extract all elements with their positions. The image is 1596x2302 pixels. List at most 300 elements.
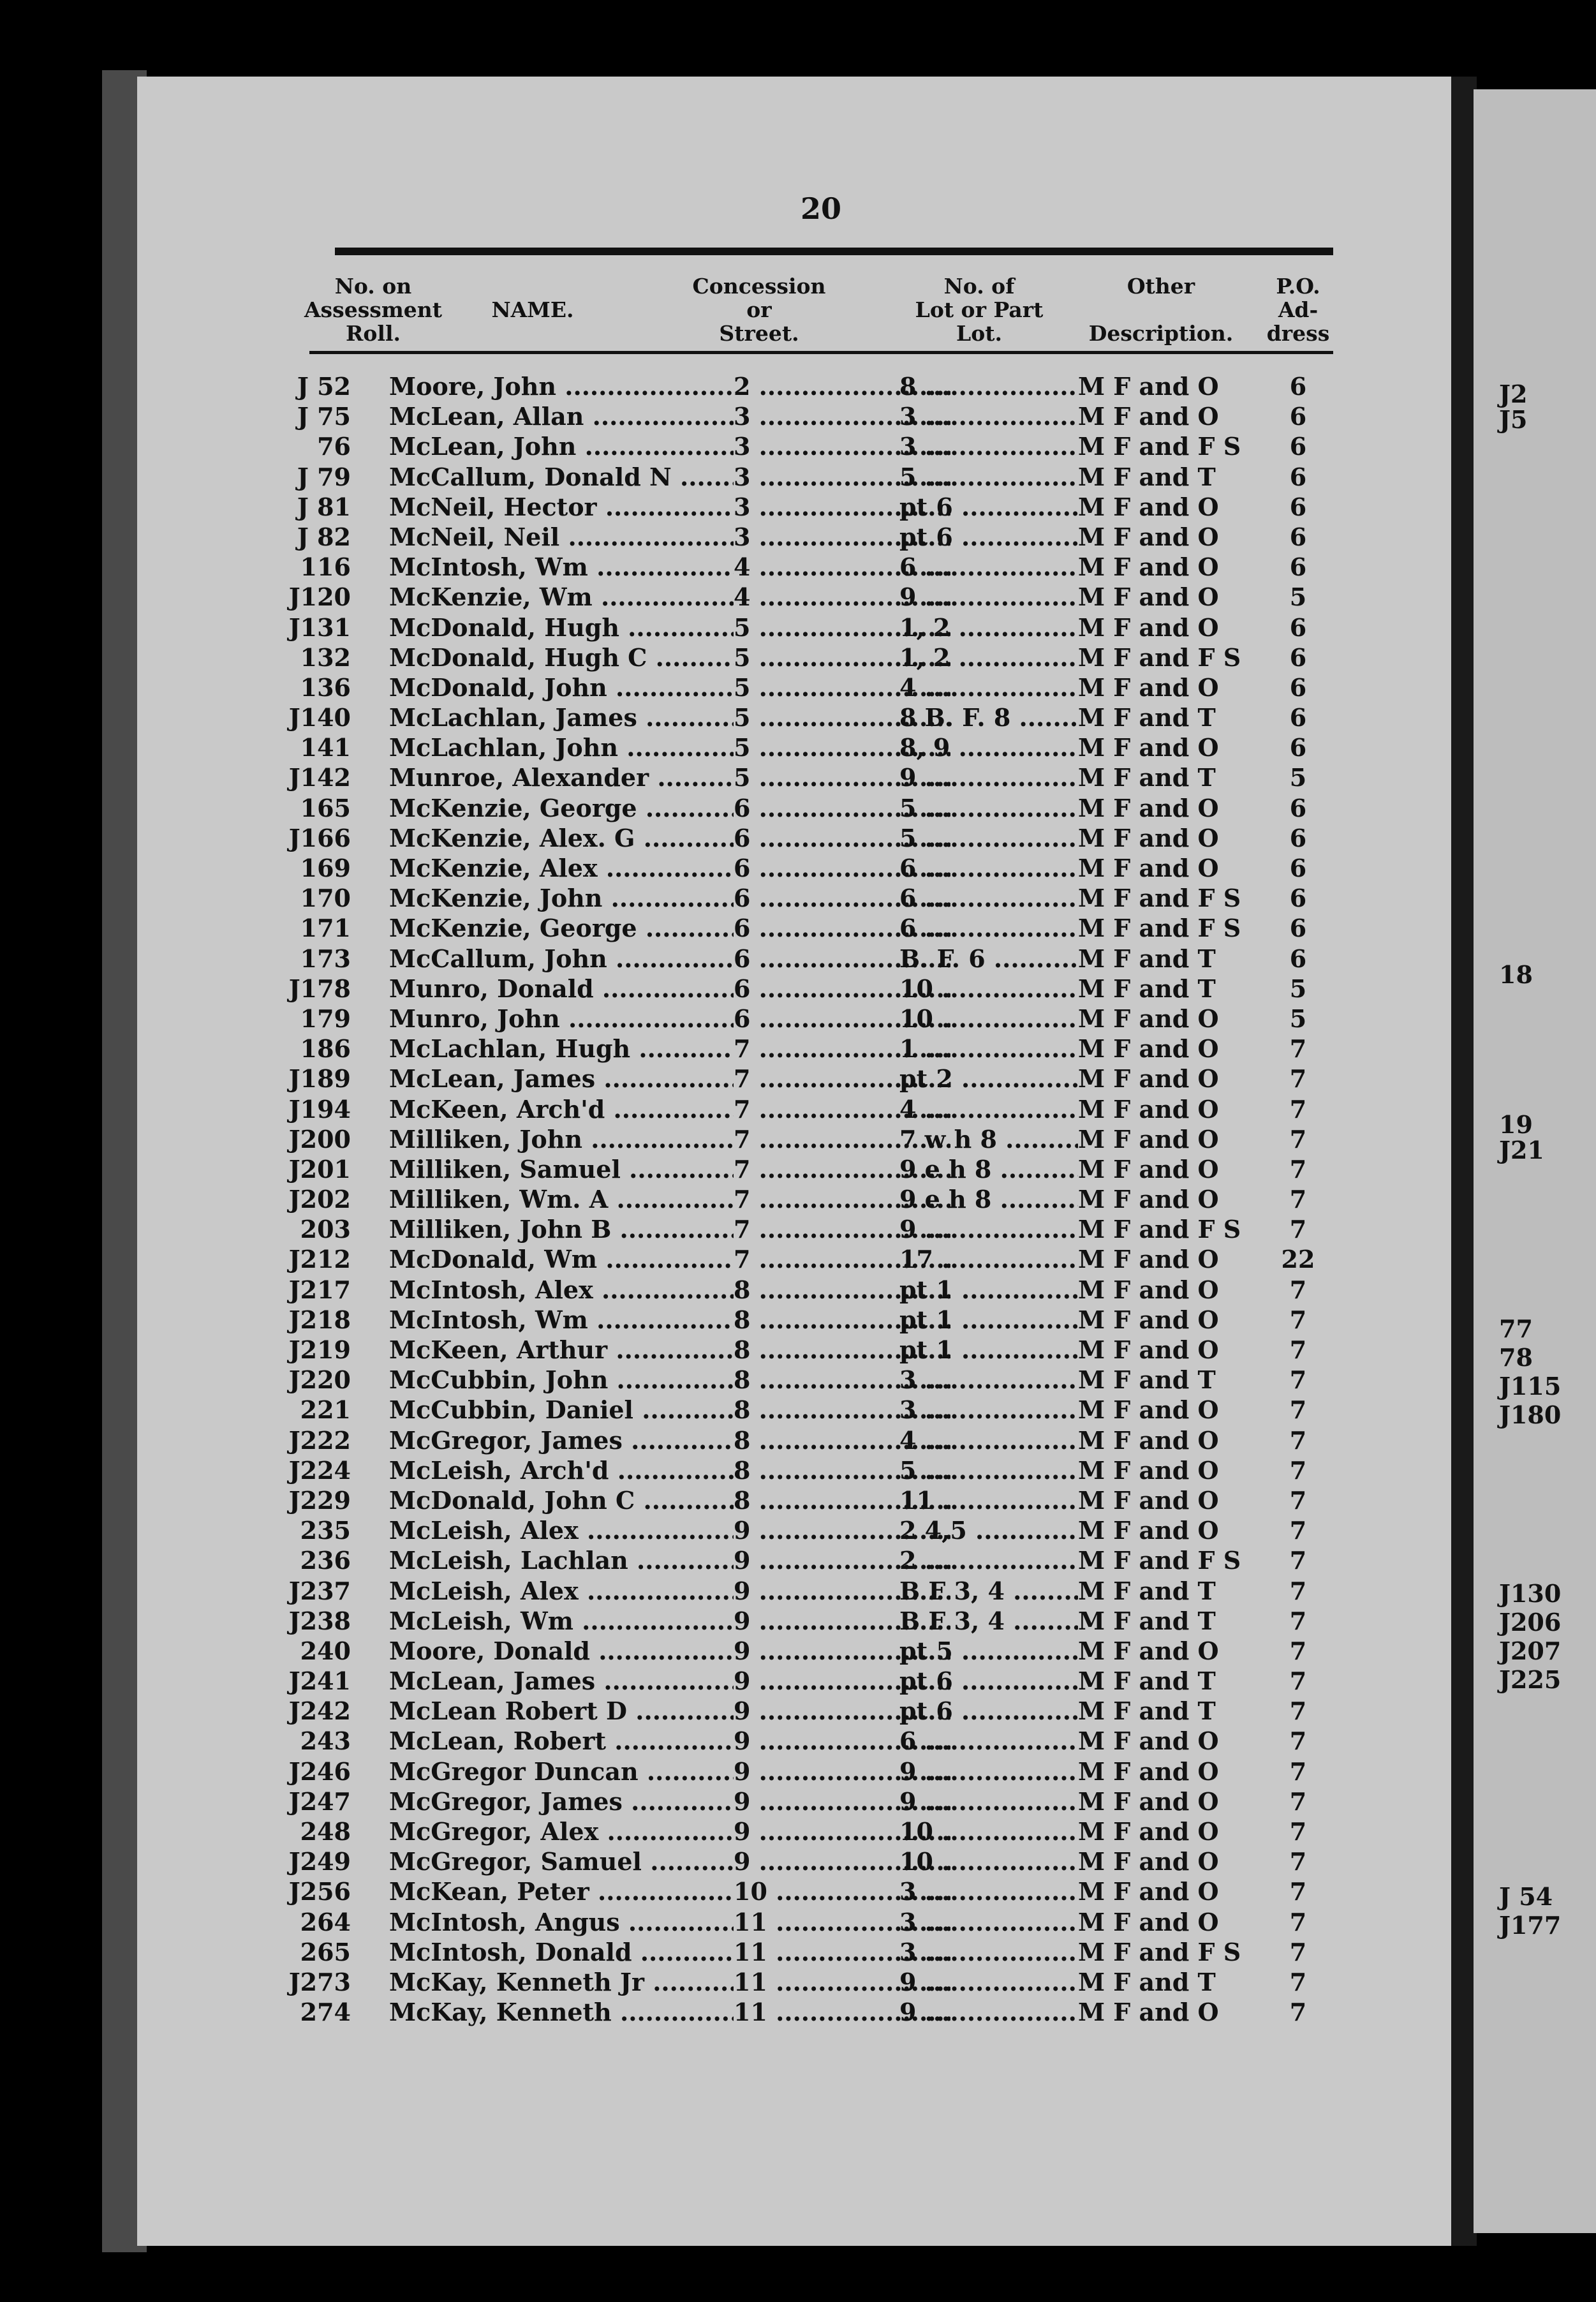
lot-number: 1, 2 ..... [899, 642, 1078, 672]
owner-name: Munro, Donald ..... [389, 974, 734, 1004]
table-row [0, 1094, 1340, 1124]
owner-name: Munroe, Alexander ..... [389, 762, 734, 792]
owner-name: Munro, John ..... [389, 1004, 734, 1034]
other-description: M F and O [1078, 1034, 1263, 1064]
roll-number: 236 [300, 1546, 351, 1575]
lot-number: pt 6 ..... [899, 1666, 1078, 1696]
po-address: 6 [1289, 733, 1307, 762]
concession: 5 ..... [734, 613, 950, 642]
owner-name: McLeish, Alex ..... [389, 1576, 734, 1606]
concession: 9 ..... [734, 1666, 950, 1696]
owner-name: Moore, John ..... [389, 371, 734, 401]
owner-name: McLean, James ..... [389, 1666, 734, 1696]
table-row [0, 853, 1340, 883]
owner-name: McKeen, Arthur ..... [389, 1335, 734, 1365]
po-address: 7 [1289, 1365, 1307, 1395]
other-description: M F and O [1078, 582, 1263, 612]
table-row [0, 1666, 1340, 1696]
other-description: M F and T [1078, 462, 1263, 492]
roll-number: J166 [288, 823, 351, 852]
table-row [0, 642, 1340, 672]
owner-name: McKay, Kenneth ..... [389, 1997, 734, 2027]
lot-number: pt 2 ..... [899, 1064, 1078, 1094]
table-row [0, 492, 1340, 522]
owner-name: McKenzie, Alex. G ..... [389, 823, 734, 853]
concession: 9 ..... [734, 1696, 950, 1726]
owner-name: McDonald, John C ..... [389, 1485, 734, 1515]
table-row [0, 1395, 1340, 1425]
lot-number: 10 ..... [899, 1846, 1078, 1876]
po-address: 6 [1289, 944, 1307, 973]
table-row [0, 582, 1340, 612]
concession: 11 ..... [734, 1997, 950, 2027]
po-address: 7 [1289, 1034, 1307, 1064]
roll-number: J189 [288, 1064, 351, 1094]
roll-number: J219 [288, 1335, 351, 1364]
owner-name: McKenzie, John ..... [389, 883, 734, 913]
po-address: 7 [1289, 1455, 1307, 1485]
roll-number: J237 [288, 1576, 351, 1605]
fragment-text: 77 [1499, 1314, 1533, 1343]
fragment-text: J207 [1499, 1637, 1562, 1665]
roll-number: 116 [300, 553, 351, 582]
fragment-text: J 54 [1499, 1882, 1553, 1911]
fragment-text: J177 [1499, 1911, 1562, 1940]
lot-number: 3 ..... [899, 1937, 1078, 1967]
po-address: 7 [1289, 1275, 1307, 1304]
table-row [0, 974, 1340, 1004]
table-row [0, 462, 1340, 492]
roll-number: J120 [288, 583, 351, 612]
table-row [0, 1335, 1340, 1365]
header-rule-bottom [309, 351, 1333, 354]
po-address: 6 [1289, 372, 1307, 401]
po-address: 6 [1289, 854, 1307, 882]
other-description: M F and O [1078, 1004, 1263, 1034]
lot-number: 11 ..... [899, 1485, 1078, 1515]
po-address: 7 [1289, 1124, 1307, 1154]
lot-number: 10 ..... [899, 974, 1078, 1004]
roll-number: J 81 [297, 492, 351, 521]
other-description: M F and O [1078, 1997, 1263, 2027]
concession: 4 ..... [734, 552, 950, 582]
other-description: M F and T [1078, 1666, 1263, 1696]
table-row [0, 823, 1340, 853]
owner-name: McLeish, Alex ..... [389, 1515, 734, 1545]
roll-number: 169 [300, 854, 351, 882]
concession: 7 ..... [734, 1154, 950, 1184]
owner-name: McKenzie, Alex ..... [389, 853, 734, 883]
table-row [0, 1004, 1340, 1034]
table-row [0, 1214, 1340, 1244]
header-name: NAME. [491, 297, 574, 322]
other-description: M F and O [1078, 1876, 1263, 1906]
table-row [0, 1124, 1340, 1154]
header-description: Other Description. [1088, 274, 1234, 346]
concession: 5 ..... [734, 642, 950, 672]
other-description: M F and T [1078, 702, 1263, 732]
po-address: 7 [1289, 1847, 1307, 1876]
lot-number: B. F. 6 ..... [899, 944, 1078, 974]
concession: 10 ..... [734, 1876, 950, 1906]
po-address: 6 [1289, 642, 1307, 672]
concession: 8 ..... [734, 1455, 950, 1485]
po-address: 7 [1289, 1937, 1307, 1966]
owner-name: Milliken, John ..... [389, 1124, 734, 1154]
po-address: 6 [1289, 553, 1307, 582]
roll-number: 248 [300, 1817, 351, 1846]
table-row [0, 1937, 1340, 1967]
table-row [0, 732, 1340, 762]
po-address: 6 [1289, 402, 1307, 431]
owner-name: McLeish, Lachlan ..... [389, 1545, 734, 1575]
owner-name: McLachlan, Hugh ..... [389, 1034, 734, 1064]
po-address: 7 [1289, 1907, 1307, 1936]
po-address: 7 [1289, 1967, 1307, 1996]
owner-name: McCallum, John ..... [389, 944, 734, 974]
owner-name: McGregor, James ..... [389, 1786, 734, 1816]
table-row [0, 1244, 1340, 1274]
fragment-text: J206 [1499, 1608, 1562, 1637]
po-address: 7 [1289, 1215, 1307, 1244]
concession: 9 ..... [734, 1606, 950, 1636]
table-row [0, 552, 1340, 582]
lot-number: 9 ..... [899, 1967, 1078, 1997]
roll-number: J 52 [297, 372, 351, 401]
other-description: M F and O [1078, 1786, 1263, 1816]
fragment-text: J180 [1499, 1400, 1562, 1429]
table-row [0, 672, 1340, 702]
concession: 6 ..... [734, 823, 950, 853]
concession: 6 ..... [734, 944, 950, 974]
lot-number: 7 w h 8 ..... [899, 1124, 1078, 1154]
roll-number: 265 [300, 1937, 351, 1966]
table-row [0, 1726, 1340, 1756]
table-row [0, 431, 1340, 461]
other-description: M F and O [1078, 732, 1263, 762]
roll-number: J241 [288, 1667, 351, 1696]
table-row [0, 762, 1340, 792]
roll-number: 171 [300, 914, 351, 943]
owner-name: McKenzie, George ..... [389, 793, 734, 823]
header-roll: No. on Assessment Roll. [304, 274, 443, 346]
owner-name: McGregor, Alex ..... [389, 1816, 734, 1846]
lot-number: 6 ..... [899, 853, 1078, 883]
roll-number: J140 [288, 703, 351, 732]
po-address: 7 [1289, 1546, 1307, 1575]
roll-number: J131 [288, 613, 351, 642]
concession: 2 ..... [734, 371, 950, 401]
roll-number: 186 [300, 1034, 351, 1064]
concession: 3 ..... [734, 401, 950, 431]
other-description: M F and T [1078, 1365, 1263, 1395]
concession: 5 ..... [734, 762, 950, 792]
concession: 11 ..... [734, 1907, 950, 1937]
table-row [0, 401, 1340, 431]
other-description: M F and O [1078, 1907, 1263, 1937]
concession: 9 ..... [734, 1545, 950, 1575]
other-description: M F and O [1078, 1485, 1263, 1515]
po-address: 6 [1289, 462, 1307, 491]
owner-name: McCubbin, John ..... [389, 1365, 734, 1395]
table-row [0, 702, 1340, 732]
concession: 9 ..... [734, 1576, 950, 1606]
owner-name: McIntosh, Wm ..... [389, 552, 734, 582]
roll-number: J212 [288, 1245, 351, 1274]
other-description: M F and O [1078, 522, 1263, 552]
lot-number: 1, 2 ..... [899, 613, 1078, 642]
roll-number: 170 [300, 884, 351, 913]
roll-number: 235 [300, 1516, 351, 1545]
lot-number: pt 1 ..... [899, 1335, 1078, 1365]
table-row [0, 793, 1340, 823]
lot-number: B F 3, 4 ..... [899, 1576, 1078, 1606]
other-description: M F and F S [1078, 642, 1263, 672]
other-description: M F and T [1078, 944, 1263, 974]
concession: 3 ..... [734, 492, 950, 522]
concession: 6 ..... [734, 883, 950, 913]
owner-name: McDonald, Hugh C ..... [389, 642, 734, 672]
concession: 5 ..... [734, 672, 950, 702]
concession: 9 ..... [734, 1515, 950, 1545]
owner-name: Moore, Donald ..... [389, 1636, 734, 1666]
owner-name: McKenzie, George ..... [389, 913, 734, 943]
roll-number: 221 [300, 1395, 351, 1425]
roll-number: J242 [288, 1697, 351, 1726]
other-description: M F and F S [1078, 913, 1263, 943]
table-row [0, 1425, 1340, 1455]
concession: 3 ..... [734, 431, 950, 461]
other-description: M F and O [1078, 1515, 1263, 1545]
lot-number: 6 ..... [899, 913, 1078, 943]
lot-number: pt 1 ..... [899, 1275, 1078, 1305]
roll-number: 179 [300, 1004, 351, 1033]
other-description: M F and O [1078, 492, 1263, 522]
roll-number: J178 [288, 974, 351, 1003]
concession: 6 ..... [734, 793, 950, 823]
other-description: M F and O [1078, 1395, 1263, 1425]
table-row [0, 1455, 1340, 1485]
roll-number: J 79 [297, 462, 351, 491]
roll-number: J 75 [297, 402, 351, 431]
table-row [0, 1907, 1340, 1937]
owner-name: McDonald, John ..... [389, 672, 734, 702]
po-address: 6 [1289, 432, 1307, 461]
concession: 7 ..... [734, 1124, 950, 1154]
owner-name: McLachlan, James ..... [389, 702, 734, 732]
owner-name: McLean, James ..... [389, 1064, 734, 1094]
roll-number: 240 [300, 1636, 351, 1665]
other-description: M F and O [1078, 1636, 1263, 1666]
lot-number: 8 ..... [899, 371, 1078, 401]
other-description: M F and O [1078, 1846, 1263, 1876]
other-description: M F and T [1078, 762, 1263, 792]
concession: 8 ..... [734, 1275, 950, 1305]
table-row [0, 1275, 1340, 1305]
lot-number: B F 3, 4 ..... [899, 1606, 1078, 1636]
lot-number: 10 ..... [899, 1816, 1078, 1846]
concession: 6 ..... [734, 913, 950, 943]
other-description: M F and O [1078, 1305, 1263, 1335]
table-row [0, 371, 1340, 401]
concession: 7 ..... [734, 1214, 950, 1244]
concession: 7 ..... [734, 1094, 950, 1124]
po-address: 7 [1289, 1185, 1307, 1214]
po-address: 7 [1289, 1425, 1307, 1455]
roll-number: J224 [288, 1455, 351, 1485]
page-number: 20 [801, 191, 842, 226]
table-row [0, 522, 1340, 552]
other-description: M F and F S [1078, 883, 1263, 913]
concession: 3 ..... [734, 522, 950, 552]
table-row [0, 1756, 1340, 1786]
lot-number: 2 ..... [899, 1545, 1078, 1575]
table-row [0, 1967, 1340, 1997]
roll-number: J217 [288, 1275, 351, 1304]
concession: 11 ..... [734, 1937, 950, 1967]
roll-number: J229 [288, 1485, 351, 1515]
po-address: 5 [1289, 1004, 1307, 1033]
lot-number: 2 4,5 ..... [899, 1515, 1078, 1545]
owner-name: McIntosh, Angus ..... [389, 1907, 734, 1937]
lot-number: 9 e h 8 ..... [899, 1154, 1078, 1184]
lot-number: pt 1 ..... [899, 1305, 1078, 1335]
lot-number: 9 e h 8 ..... [899, 1184, 1078, 1214]
po-address: 6 [1289, 793, 1307, 822]
lot-number: 4 ..... [899, 672, 1078, 702]
roll-number: 173 [300, 944, 351, 973]
po-address: 7 [1289, 1094, 1307, 1124]
po-address: 7 [1289, 1576, 1307, 1605]
po-address: 6 [1289, 672, 1307, 702]
po-address: 7 [1289, 1305, 1307, 1334]
other-description: M F and O [1078, 1064, 1263, 1094]
other-description: M F and O [1078, 613, 1263, 642]
po-address: 6 [1289, 914, 1307, 943]
other-description: M F and O [1078, 552, 1263, 582]
po-address: 7 [1289, 1606, 1307, 1635]
po-address: 6 [1289, 884, 1307, 913]
table-row [0, 1997, 1340, 2027]
header-lot: No. of Lot or Part Lot. [915, 274, 1044, 346]
po-address: 7 [1289, 1154, 1307, 1184]
other-description: M F and O [1078, 1726, 1263, 1756]
fragment-text: J2 [1499, 380, 1528, 408]
roll-number: J194 [288, 1094, 351, 1124]
concession: 8 ..... [734, 1305, 950, 1335]
other-description: M F and O [1078, 1816, 1263, 1846]
po-address: 6 [1289, 613, 1307, 642]
po-address: 7 [1289, 1395, 1307, 1425]
lot-number: 6 ..... [899, 883, 1078, 913]
roll-number: 141 [300, 733, 351, 762]
table-row [0, 1064, 1340, 1094]
concession: 3 ..... [734, 462, 950, 492]
fragment-text: J225 [1499, 1665, 1562, 1694]
other-description: M F and O [1078, 1455, 1263, 1485]
concession: 9 ..... [734, 1786, 950, 1816]
concession: 7 ..... [734, 1244, 950, 1274]
roll-number: J202 [288, 1185, 351, 1214]
owner-name: McNeil, Neil ..... [389, 522, 734, 552]
lot-number: 9 ..... [899, 1997, 1078, 2027]
other-description: M F and O [1078, 1154, 1263, 1184]
table-row [0, 883, 1340, 913]
owner-name: McNeil, Hector ..... [389, 492, 734, 522]
other-description: M F and O [1078, 1094, 1263, 1124]
fragment-text: J130 [1499, 1579, 1562, 1608]
table-row [0, 613, 1340, 642]
po-address: 5 [1289, 974, 1307, 1003]
roll-number: J246 [288, 1756, 351, 1786]
lot-number: 9 ..... [899, 1786, 1078, 1816]
owner-name: McCallum, Donald N ..... [389, 462, 734, 492]
table-row [0, 1786, 1340, 1816]
other-description: M F and O [1078, 853, 1263, 883]
roll-number: J249 [288, 1847, 351, 1876]
owner-name: McIntosh, Donald ..... [389, 1937, 734, 1967]
table-row [0, 1696, 1340, 1726]
po-address: 7 [1289, 1516, 1307, 1545]
other-description: M F and T [1078, 1967, 1263, 1997]
other-description: M F and O [1078, 1275, 1263, 1305]
lot-number: 3 ..... [899, 1365, 1078, 1395]
owner-name: McGregor Duncan ..... [389, 1756, 734, 1786]
lot-number: 9 ..... [899, 1214, 1078, 1244]
roll-number: J256 [288, 1877, 351, 1906]
owner-name: McGregor, James ..... [389, 1425, 734, 1455]
other-description: M F and O [1078, 672, 1263, 702]
lot-number: 4 ..... [899, 1425, 1078, 1455]
table-row [0, 1184, 1340, 1214]
owner-name: McKay, Kenneth Jr ..... [389, 1967, 734, 1997]
roll-number: J273 [288, 1967, 351, 1996]
other-description: M F and F S [1078, 1545, 1263, 1575]
table-row [0, 1515, 1340, 1545]
header-po-address: P.O. Ad- dress [1266, 274, 1330, 346]
other-description: M F and T [1078, 974, 1263, 1004]
other-description: M F and O [1078, 371, 1263, 401]
fragment-text: J21 [1499, 1136, 1544, 1164]
owner-name: McLeish, Wm ..... [389, 1606, 734, 1636]
concession: 5 ..... [734, 702, 950, 732]
concession: 6 ..... [734, 1004, 950, 1034]
owner-name: Milliken, John B ..... [389, 1214, 734, 1244]
lot-number: pt 6 ..... [899, 492, 1078, 522]
table-row [0, 1365, 1340, 1395]
concession: 11 ..... [734, 1967, 950, 1997]
po-address: 7 [1289, 1064, 1307, 1094]
table-row [0, 1576, 1340, 1606]
other-description: M F and O [1078, 1244, 1263, 1274]
owner-name: McLean, John ..... [389, 431, 734, 461]
po-address: 5 [1289, 583, 1307, 612]
owner-name: McGregor, Samuel ..... [389, 1846, 734, 1876]
table-row [0, 1876, 1340, 1906]
lot-number: pt 6 ..... [899, 1696, 1078, 1726]
po-address: 7 [1289, 1786, 1307, 1816]
roll-number: J201 [288, 1154, 351, 1184]
lot-number: 10 ..... [899, 1004, 1078, 1034]
lot-number: 9 ..... [899, 1756, 1078, 1786]
lot-number: 8, 9 ..... [899, 732, 1078, 762]
roll-number: J222 [288, 1425, 351, 1455]
po-address: 7 [1289, 1877, 1307, 1906]
lot-number: 4 ..... [899, 1094, 1078, 1124]
po-address: 6 [1289, 703, 1307, 732]
roll-number: J238 [288, 1606, 351, 1635]
owner-name: McLeish, Arch'd ..... [389, 1455, 734, 1485]
